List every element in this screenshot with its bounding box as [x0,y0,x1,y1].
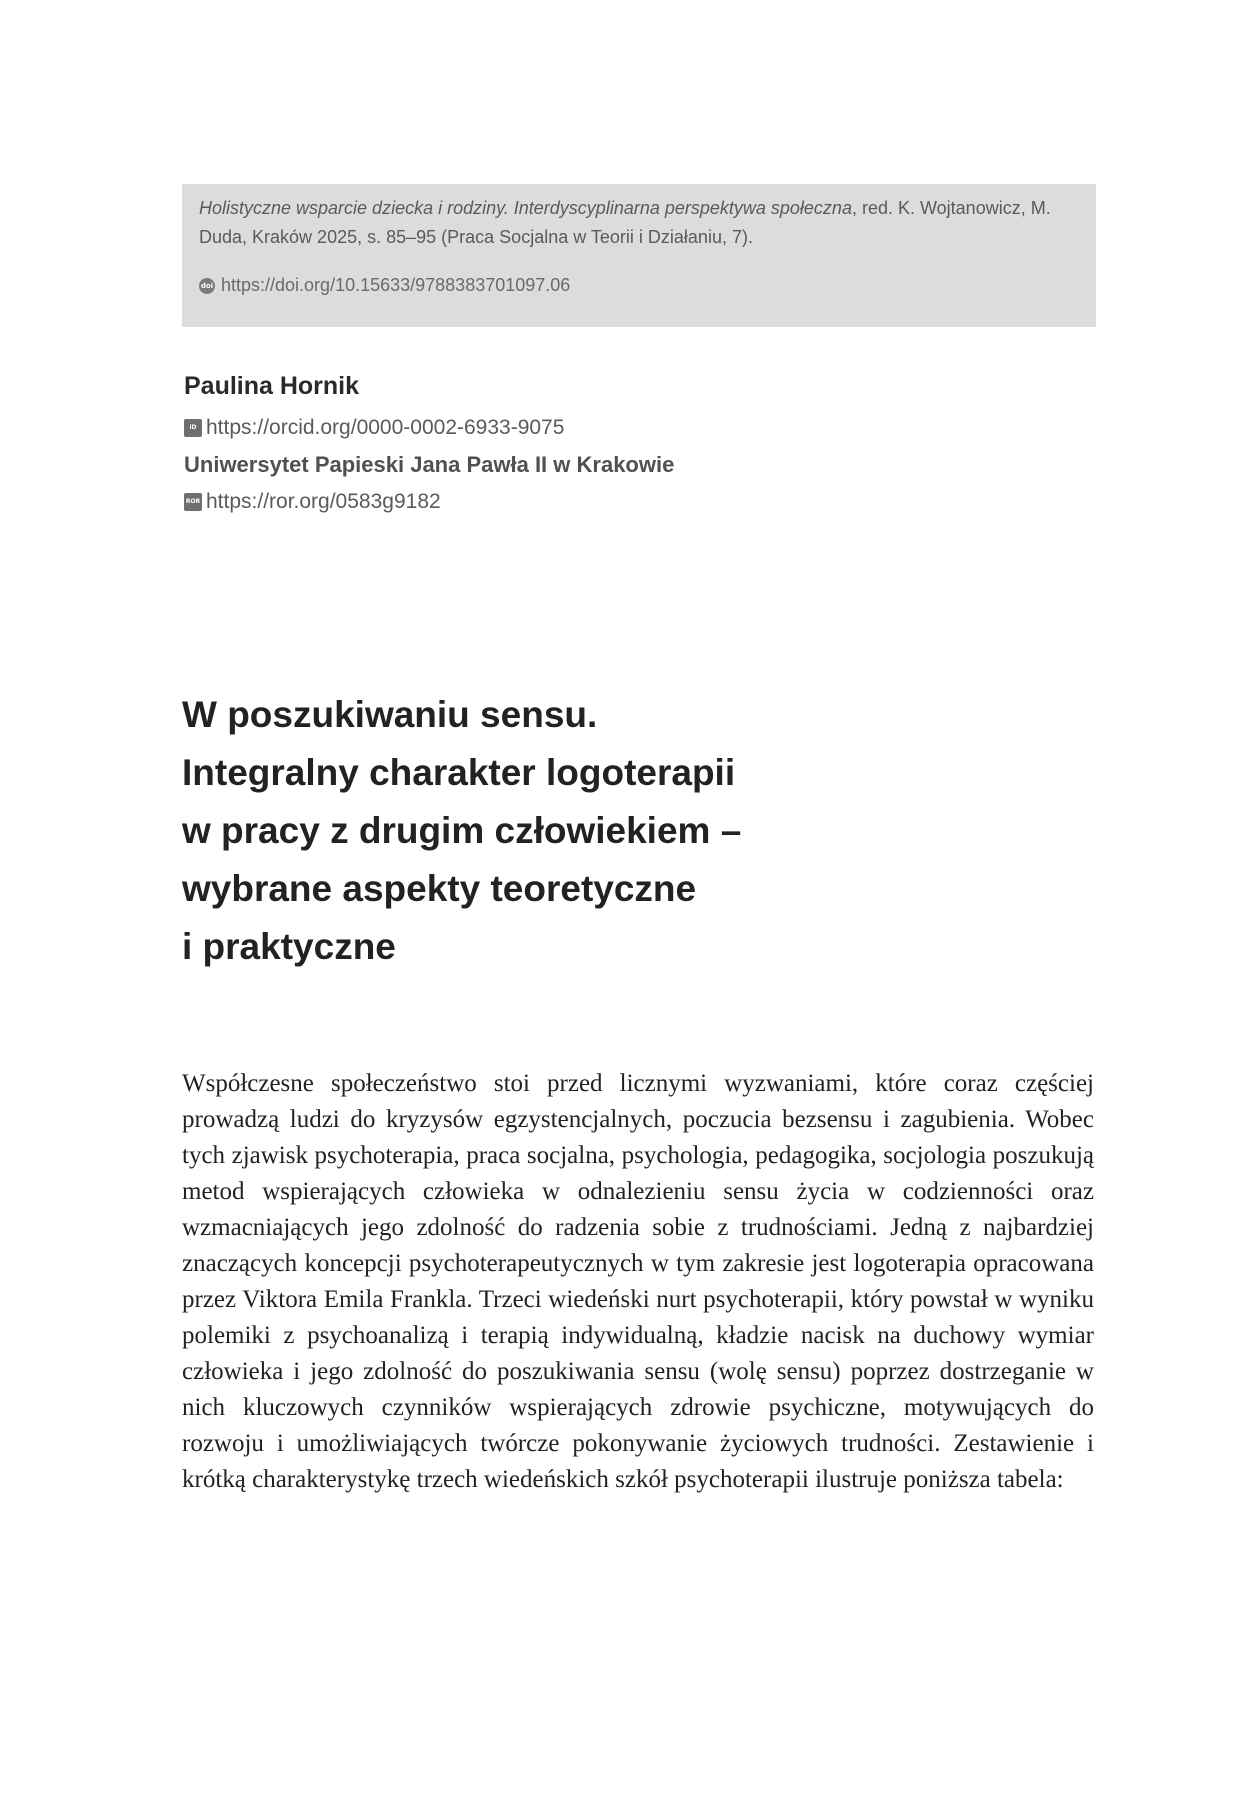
author-name: Paulina Hornik [184,372,360,400]
author-block [184,368,1084,520]
orcid-icon: iD [184,419,202,437]
book-title: Holistyczne wsparcie dziecka i rodziny. Interdyscyplinarna perspektywa społeczna [199,198,852,218]
title-line: i praktyczne [182,926,396,967]
ror-line [184,483,1084,520]
doi-line [199,271,1079,300]
citation-details: , red. K. Wojtanowicz, M. Duda, Kraków 2025, s. 85–95 (Praca Socjalna w Teorii i Działaniu, 7). [199,198,1051,247]
orcid-line [184,409,1084,446]
doi-icon: doi [199,278,215,294]
title-line: Integralny charakter logoterapii [182,752,736,793]
doi-link[interactable]: https://doi.org/10.15633/9788383701097.06 [221,275,571,295]
orcid-link[interactable]: https://orcid.org/0000-0002-6933-9075 [206,416,565,439]
ror-link[interactable]: https://ror.org/0583g9182 [206,490,441,513]
title-line: W poszukiwaniu sensu. [182,694,598,735]
title-line: wybrane aspekty teoretyczne [182,868,697,909]
ror-icon: ROR [184,493,202,511]
body-paragraph: Współczesne społeczeństwo stoi przed licznymi wyzwaniami, które coraz częściej prowadzą ludzi do kryzysów egzystencjalnych, poczucia bezsensu i zagubienia. Wobec tych zjawisk psychoterapia, praca socjalna, psychologia, pedagogika, socjologia poszukują metod wspierających człowieka w odnalezieniu sensu życia w codzienności oraz wzmacniających jego zdolność do radzenia sobie z trudnościami. Jedną z najbardziej znaczących koncepcji psychoterapeutycznych w tym zakresie jest logoterapia opracowana przez Viktora Emila Frankla. Trzeci wiedeński nurt psychoterapii, który powstał w wyniku polemiki z psychoanalizą i terapią indywidualną, kładzie nacisk na duchowy wymiar człowieka i jego zdolność do poszukiwania sensu (wolę sensu) poprzez dostrzeganie w nich kluczowych czynników wspierających zdrowie psychiczne, motywujących do rozwoju i umożliwiających twórcze pokonywanie życiowych trudności. Zestawienie i krótką charakterystykę trzech wiedeńskich szkół psychoterapii ilustruje poniższa tabela: [182,1070,1094,1493]
author-affiliation: Uniwersytet Papieski Jana Pawła II w Krakowie [184,452,675,477]
title-line: w pracy z drugim człowiekiem – [182,810,742,851]
citation-text [199,194,1079,252]
article-title [182,686,942,976]
citation-box [182,184,1096,327]
